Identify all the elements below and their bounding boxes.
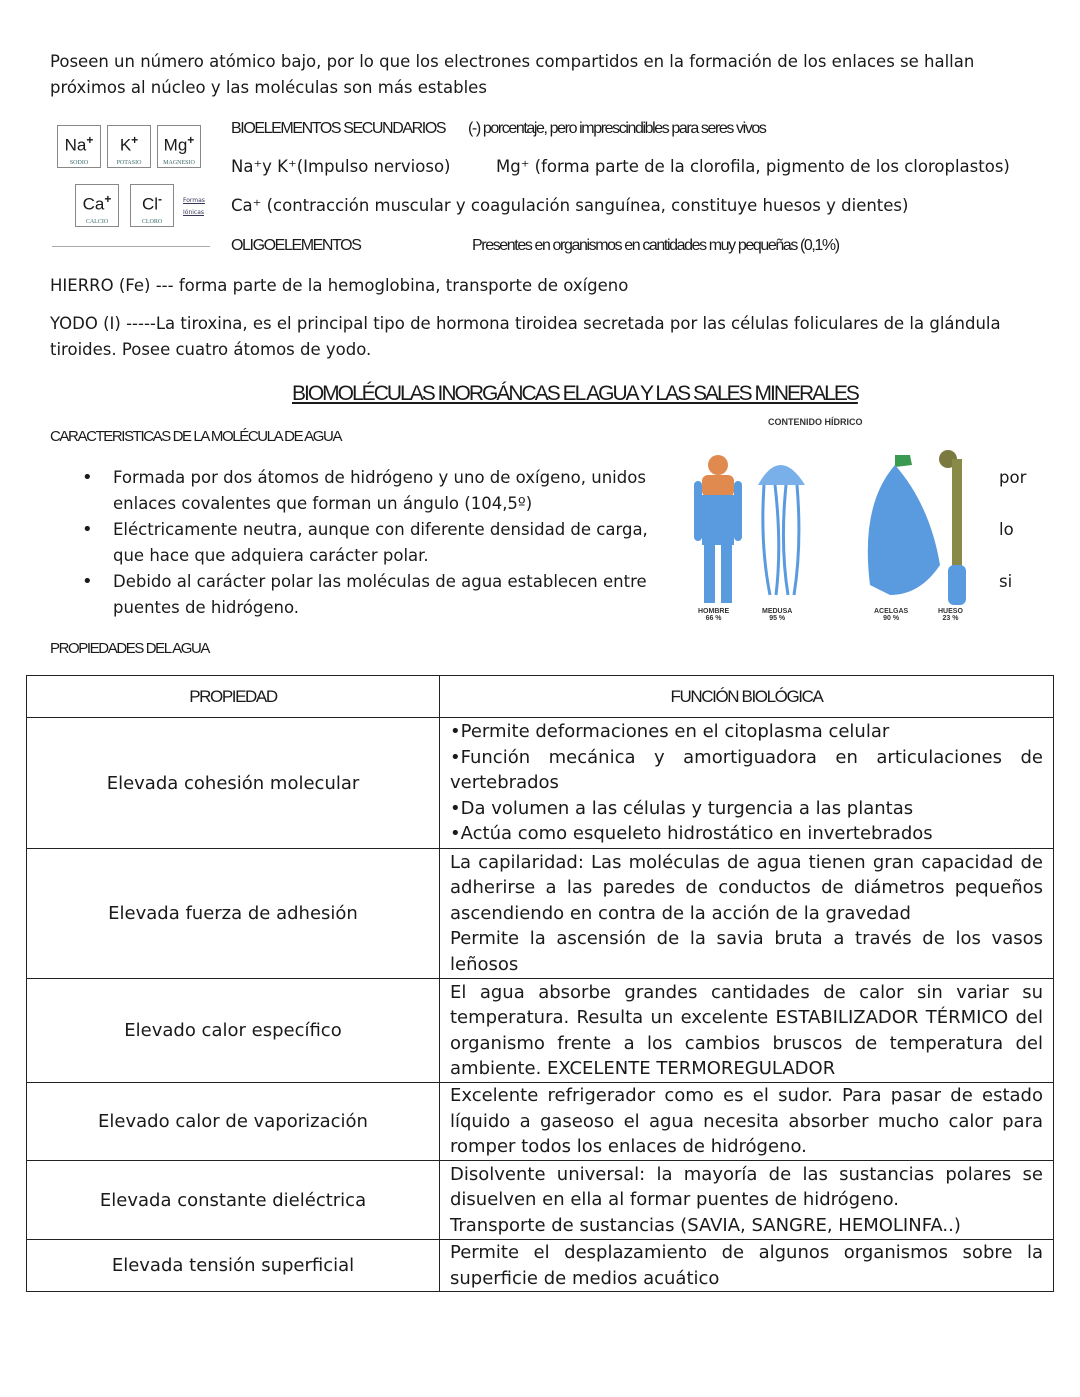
formas-ionicas-label: Formas Iónicas: [183, 197, 205, 216]
caracteristicas-title: CARACTERISTICAS DE LA MOLÉCULA DE AGUA: [50, 428, 342, 445]
overflow-word: por: [999, 468, 1027, 487]
element-calcio: Ca+ CALCIO: [75, 184, 119, 227]
function-cell: La capilaridad: Las moléculas de agua tienen gran capacidad de adherirse a las paredes de conductos de diámetros pequeños ascendiendo en contra de la acción de la gravedad Permite la ascensión de la savia bruta a través de los vasos leñosos: [440, 849, 1054, 979]
element-magnesio: Mg+ MAGNESIO: [157, 125, 201, 168]
property-cell: Elevada fuerza de adhesión: [27, 849, 440, 979]
yodo-text: YODO (I) -----La tiroxina, es el principal tipo de hormona tiroidea secretada por las células foliculares de la glándula tiroides. Posee cuatro átomos de yodo.: [50, 314, 1001, 359]
secundarios-line1a: Na⁺y K⁺(Impulso nervioso): [231, 157, 451, 176]
function-cell: •Permite deformaciones en el citoplasma celular •Función mecánica y amortiguadora en articulaciones de vertebrados •Da volumen a las células y turgencia a las plantas •Actúa como esqueleto hidrostático en invertebrados: [440, 718, 1054, 849]
divider: [52, 246, 210, 247]
oligo-title: OLIGOELEMENTOS: [231, 237, 361, 254]
text-line: Poseen un número atómico bajo, por lo que los electrones compartidos en la formación de los enlaces se hallan: [50, 52, 975, 71]
secundarios-desc: (-) porcentaje, pero imprescindibles para seres vivos: [468, 120, 766, 137]
list-item: • Formada por dos átomos de hidrógeno y uno de oxígeno, unidos enlaces covalentes que forman un ángulo (104,5º): [82, 465, 662, 517]
table-row: [27, 849, 1054, 979]
figure-label-hueso: HUESO 23 %: [938, 608, 963, 622]
contenido-hidrico-figure: [690, 415, 980, 630]
chard-icon: [868, 455, 940, 595]
caracteristicas-list: [82, 465, 662, 621]
figure-illustration: [690, 445, 980, 615]
overflow-word: si: [999, 572, 1013, 591]
property-cell: Elevado calor de vaporización: [27, 1083, 440, 1161]
oligo-desc: Presentes en organismos en cantidades muy pequeñas (0,1%): [472, 237, 839, 254]
table-row: [27, 1161, 1054, 1240]
column-header: PROPIEDAD: [27, 676, 440, 718]
section-title: BIOMOLÉCULAS INORGÁNCAS EL AGUA Y LAS SALES MINERALES: [292, 382, 858, 405]
column-header: FUNCIÓN BIOLÓGICA: [440, 676, 1054, 718]
function-cell: Disolvente universal: la mayoría de las sustancias polares se disuelven en ella al formar puentes de hidrógeno. Transporte de sustancias (SAVIA, SANGRE, HEMOLINFA..): [440, 1161, 1054, 1240]
function-cell: El agua absorbe grandes cantidades de calor sin variar su temperatura. Resulta un excelente ESTABILIZADOR TÉRMICO del organismo frente a los cambios bruscos de temperatura del ambiente. EXCELENTE TERMOREGULADOR: [440, 979, 1054, 1083]
figure-label-acelgas: ACELGAS 90 %: [874, 608, 909, 622]
secundarios-line2: Ca⁺ (contracción muscular y coagulación sanguínea, constituye huesos y dientes): [231, 196, 909, 215]
list-item: • Debido al carácter polar las moléculas de agua establecen entre puentes de hidrógeno.: [82, 569, 662, 621]
function-cell: Permite el desplazamiento de algunos organismos sobre la superficie de medios acuático: [440, 1240, 1054, 1292]
table-row: [27, 1083, 1054, 1161]
element-cloro: Cl- CLORO: [130, 184, 174, 227]
figure-label-hombre: HOMBRE 66 %: [698, 608, 730, 622]
function-cell: Excelente refrigerador como es el sudor. Para pasar de estado líquido a gaseoso el agua necesita absorber mucho calor para romper todos los enlaces de hidrógeno.: [440, 1083, 1054, 1161]
overflow-word: lo: [999, 520, 1014, 539]
table-header-row: [27, 676, 1054, 718]
list-item: • Eléctricamente neutra, aunque con diferente densidad de carga, que hace que adquiera carácter polar.: [82, 517, 662, 569]
element-sodio: Na+ SODIO: [57, 125, 101, 168]
table-row: [27, 1240, 1054, 1292]
human-icon: [694, 455, 742, 603]
table-row: [27, 979, 1054, 1083]
hierro-text: HIERRO (Fe) --- forma parte de la hemoglobina, transporte de oxígeno: [50, 276, 629, 295]
figure-title: CONTENIDO HÍDRICO: [768, 417, 863, 427]
table-row: [27, 718, 1054, 849]
propiedades-table: [26, 675, 1054, 1292]
jellyfish-icon: [758, 465, 805, 595]
figure-label-medusa: MEDUSA 95 %: [762, 608, 793, 622]
element-potasio: K+ POTASIO: [107, 125, 151, 168]
property-cell: Elevado calor específico: [27, 979, 440, 1083]
bone-icon: [939, 450, 966, 605]
text-line: próximos al núcleo y las moléculas son más estables: [50, 78, 487, 97]
intro-paragraph: [50, 49, 974, 101]
property-cell: Elevada tensión superficial: [27, 1240, 440, 1292]
property-cell: Elevada constante dieléctrica: [27, 1161, 440, 1240]
property-cell: Elevada cohesión molecular: [27, 718, 440, 849]
secundarios-line1b: Mg⁺ (forma parte de la clorofila, pigmento de los cloroplastos): [496, 157, 1010, 176]
propiedades-title: PROPIEDADES DEL AGUA: [50, 640, 210, 657]
secundarios-title: BIOELEMENTOS SECUNDARIOS: [231, 120, 446, 137]
